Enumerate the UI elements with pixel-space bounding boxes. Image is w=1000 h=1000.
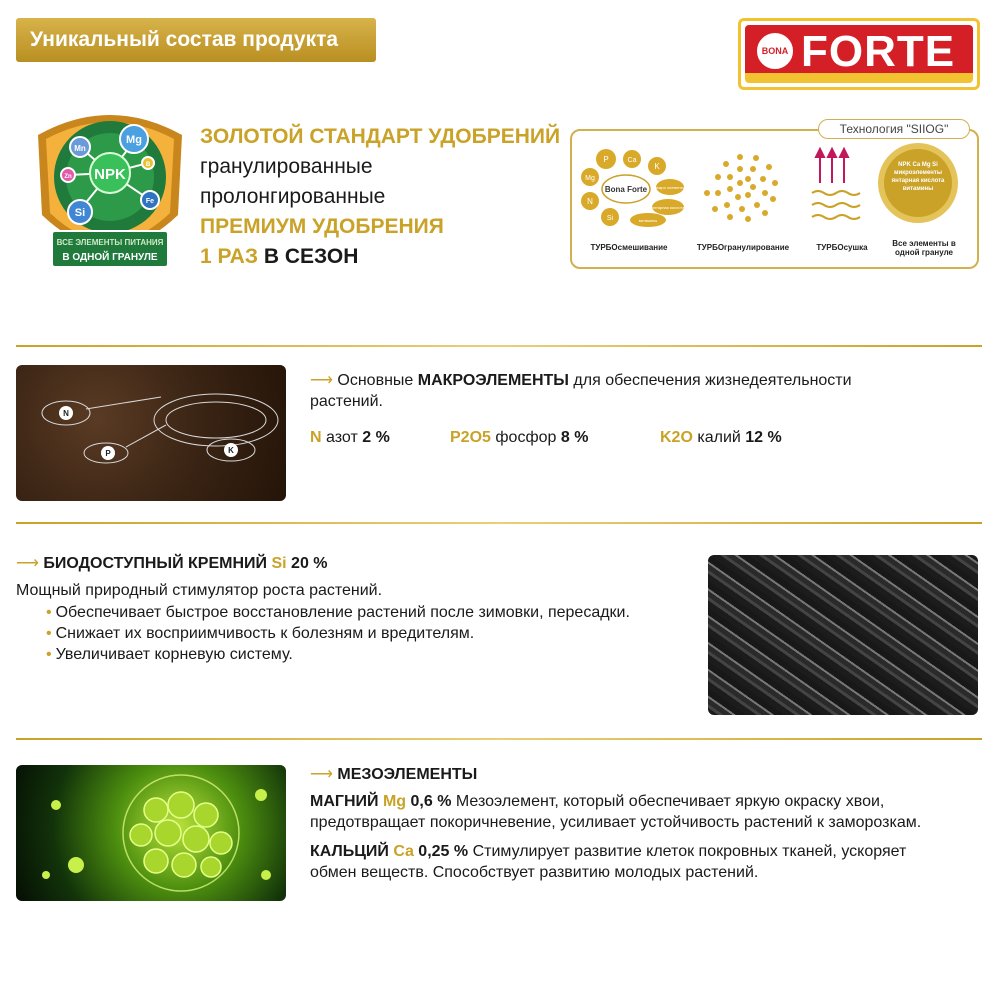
bullet-dot-icon: •: [46, 604, 52, 621]
step-drying: ТУРБОсушка: [816, 243, 868, 252]
macro-p-symbol: P2O5: [450, 429, 491, 446]
mix-center-label: Bona Forte: [604, 185, 648, 194]
silicon-bullets: [46, 602, 706, 665]
silicon-bullet-text: Обеспечивает быстрое восстановление растений после зимовки, пересадки.: [55, 604, 630, 621]
mix-el-k: K: [654, 162, 660, 171]
divider-middle: [16, 522, 982, 524]
macro-intro-d: растений.: [310, 393, 383, 410]
silicon-symbol: Si: [271, 555, 287, 572]
soil-label-k: K: [228, 446, 234, 455]
macro-k: [660, 427, 782, 448]
magnesium-value: 0,6 %: [410, 793, 452, 810]
emblem-npk-text: NPK: [94, 166, 126, 183]
mix-el-ca: Ca: [627, 157, 637, 164]
emblem-atom-zn: Zn: [64, 174, 72, 180]
magnesium-text-1: Мезоэлемент, который обеспечивает яркую окраску хвои,: [455, 793, 885, 810]
standard-in-season: В СЕЗОН: [263, 245, 359, 268]
meso-magnesium: [310, 791, 990, 833]
silicon-bullet: [46, 602, 706, 623]
emblem-banner-line2: В ОДНОЙ ГРАНУЛЕ: [62, 252, 158, 263]
calcium-value: 0,25 %: [418, 843, 469, 860]
macro-p-name: фосфор: [495, 429, 557, 446]
macro-k-value: 12 %: [745, 429, 782, 446]
section-title-badge: [16, 18, 376, 62]
standard-granulated: гранулированные: [200, 155, 373, 178]
mix-el-si: Si: [606, 215, 614, 222]
soil-label-p: P: [105, 449, 111, 458]
meso-title-text: МЕЗОЭЛЕМЕНТЫ: [337, 766, 478, 783]
drying-arrows: [816, 149, 848, 183]
macro-k-name: калий: [697, 429, 741, 446]
granulation-spiral: [704, 154, 778, 222]
magnesium-symbol: Mg: [382, 793, 407, 810]
arrow-icon: ⟶: [310, 766, 333, 783]
bona-forte-logo: [738, 18, 980, 90]
macro-n: [310, 427, 390, 448]
silicon-granules-photo: [708, 555, 978, 715]
silicon-bullet-text: Снижает их восприимчивость к болезням и вредителям.: [55, 625, 475, 642]
step-granulation: ТУРБОгранулирование: [696, 243, 790, 252]
logo-forte-text: FORTE: [801, 27, 956, 76]
macro-intro: [310, 370, 980, 412]
calcium-name: КАЛЬЦИЙ: [310, 843, 389, 860]
logo-bona-circle: BONA: [755, 31, 795, 71]
mix-label-vitamins: витамины: [638, 218, 658, 223]
meso-calcium: [310, 841, 990, 883]
macro-n-name: азот: [326, 429, 358, 446]
granule-contents: NPK Ca Mg Si микроэлементы янтарная кислота витамины: [891, 162, 945, 192]
macro-k-symbol: K2O: [660, 429, 693, 446]
mix-el-p: P: [603, 155, 609, 164]
macro-intro-a: Основные: [337, 372, 418, 389]
emblem-banner-line1: ВСЕ ЭЛЕМЕНТЫ ПИТАНИЯ: [56, 238, 164, 247]
silicon-value: 20 %: [291, 555, 328, 572]
soil-photo: [16, 365, 286, 501]
emblem-atom-fe: Fe: [145, 198, 155, 205]
standard-once: 1 РАЗ: [200, 245, 258, 268]
emblem-atom-mn: Mn: [74, 144, 86, 153]
macro-intro-b: МАКРОЭЛЕМЕНТЫ: [417, 372, 569, 389]
silicon-bullet-text: Увеличивает корневую систему.: [55, 646, 293, 663]
step-mixing: ТУРБОсмешивание: [590, 243, 668, 252]
emblem-atom-mg: Mg: [126, 134, 142, 146]
technology-tag: Технология "SIIOG": [818, 119, 970, 139]
macro-intro-c: для обеспечения жизнедеятельности: [568, 372, 852, 389]
macro-n-value: 2 %: [362, 429, 390, 446]
macro-p-value: 8 %: [560, 429, 589, 446]
silicon-title: [16, 553, 696, 574]
bullet-dot-icon: •: [46, 646, 52, 663]
mix-label-acid: янтарная кислота: [651, 205, 685, 210]
silicon-bullet: [46, 644, 706, 665]
magnesium-name: МАГНИЙ: [310, 793, 379, 810]
standard-premium: ПРЕМИУМ УДОБРЕНИЯ: [200, 215, 444, 238]
standard-headline: ЗОЛОТОЙ СТАНДАРТ УДОБРЕНИЙ: [200, 125, 561, 148]
arrow-icon: ⟶: [310, 372, 333, 389]
mix-label-micro: микро элементы: [654, 185, 686, 190]
step-all-in-one: Все элементы в одной грануле: [892, 239, 956, 257]
emblem-atom-si: Si: [74, 207, 86, 219]
section-title: Уникальный состав продукта: [30, 28, 339, 51]
mix-el-mg: Mg: [585, 175, 595, 182]
npk-shield-emblem: [30, 105, 190, 280]
meso-title: [310, 764, 477, 785]
drying-icon: [812, 191, 860, 219]
silicon-desc: Мощный природный стимулятор роста растений.: [16, 582, 383, 599]
macro-n-symbol: N: [310, 429, 322, 446]
bullet-dot-icon: •: [46, 625, 52, 642]
calcium-symbol: Ca: [393, 843, 414, 860]
magnesium-text-2: предотвращает покоричневение, усиливает устойчивость растений к заморозкам.: [310, 814, 922, 831]
silicon-title-text: БИОДОСТУПНЫЙ КРЕМНИЙ: [43, 555, 268, 572]
standard-prolonged: пролонгированные: [200, 185, 386, 208]
divider-bottom: [16, 738, 982, 740]
calcium-text-1: Стимулирует развитие клеток покровных тканей, ускоряет: [472, 843, 907, 860]
macro-p: [450, 427, 588, 448]
cells-photo: [16, 765, 286, 901]
divider-top: [16, 345, 982, 347]
standard-season: [200, 242, 560, 272]
soil-label-n: N: [63, 409, 69, 418]
emblem-atom-b: B: [145, 162, 151, 168]
arrow-icon: ⟶: [16, 555, 39, 572]
calcium-text-2: обмен веществ. Способствует развитию молодых растений.: [310, 864, 759, 881]
gold-standard-block: [200, 122, 560, 272]
technology-box: [570, 129, 979, 269]
silicon-bullet: [46, 623, 706, 644]
mix-el-n: N: [587, 197, 593, 206]
